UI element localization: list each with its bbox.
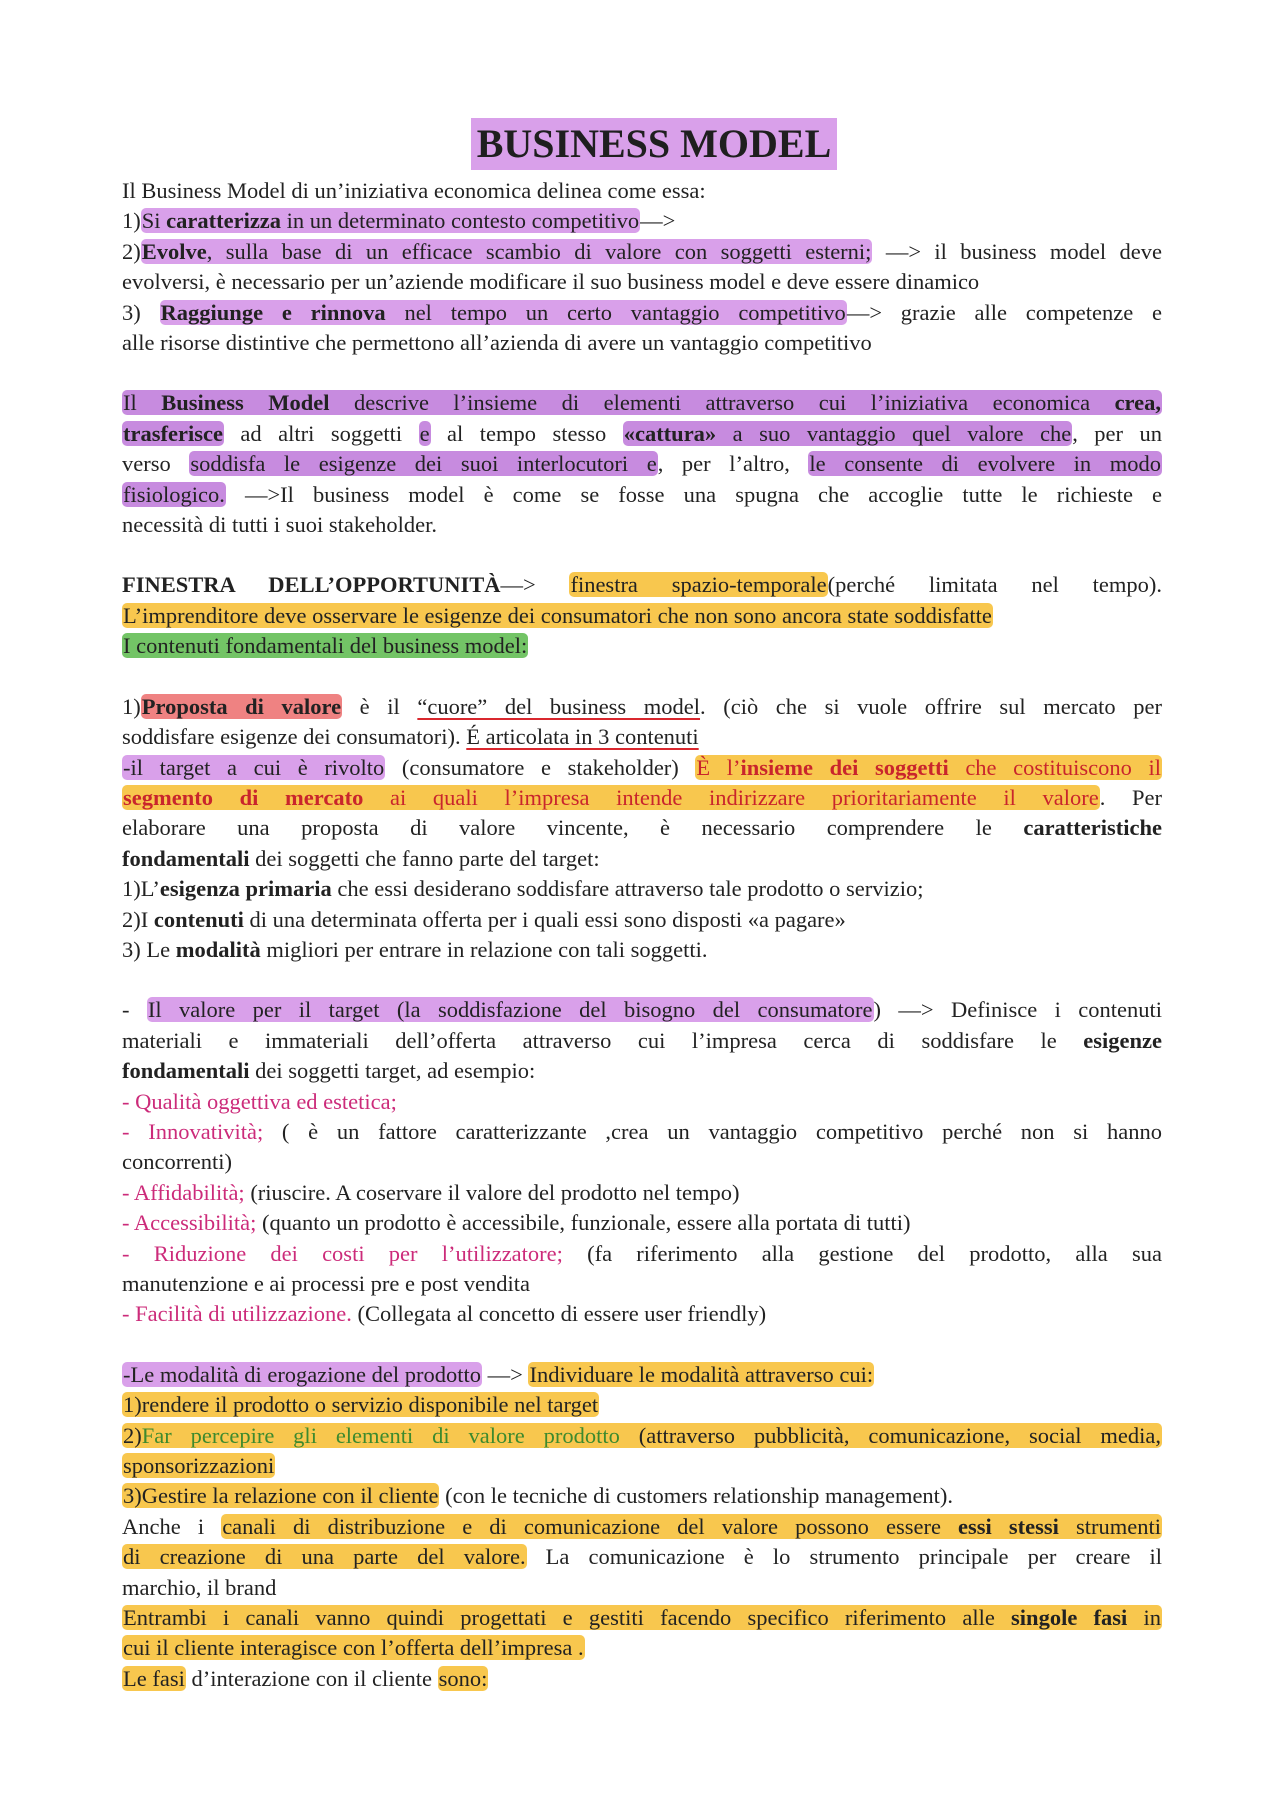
body-text: evolversi, è necessario per un’aziende modificare il suo business model e deve essere dinamico <box>122 269 980 295</box>
quality-item-cont <box>122 1147 1162 1177</box>
bold-term: modalità <box>175 936 261 962</box>
highlight-text: (attraverso pubblicità, comunicazione, social media, <box>619 1422 1161 1448</box>
intro-line <box>122 176 1162 206</box>
delivery-line-9 <box>122 1603 1162 1633</box>
body-text: materiali e immateriali dell’offerta attraverso cui l’impresa cerca di soddisfare le <box>122 1027 1084 1053</box>
highlight-text: in un determinato contesto competitivo <box>281 208 640 234</box>
point-3 <box>122 298 1162 328</box>
value-prop-line-1 <box>122 692 1162 722</box>
list-item <box>122 905 1162 935</box>
delivery-line-10 <box>122 1633 1162 1663</box>
delivery-line-2 <box>122 1390 1162 1420</box>
body-text: (quanto un prodotto è accessibile, funzionale, essere alla portata di tutti) <box>256 1210 911 1236</box>
highlight-text: 2) <box>123 1422 142 1448</box>
bold-term: fondamentali <box>122 1058 250 1084</box>
page-title: BUSINESS MODEL <box>471 118 838 170</box>
body-text: che essi desiderano soddisfare attraverso tale prodotto o servizio; <box>331 876 924 902</box>
highlight-text: 3)Gestire la relazione con il cliente <box>123 1483 439 1509</box>
delivery-line-11 <box>122 1664 1162 1694</box>
highlight-text: e <box>419 420 430 446</box>
bold-term: crea, <box>1114 390 1161 416</box>
delivery-line-7 <box>122 1542 1162 1572</box>
quality-item <box>122 1178 1162 1208</box>
body-text: dei soggetti target, ad esempio: <box>249 1058 536 1084</box>
pink-text: - Accessibilità; <box>122 1210 257 1236</box>
body-text: verso <box>122 451 190 477</box>
body-text: al tempo stesso <box>430 420 623 446</box>
highlight-text: Il valore per il target (la soddisfazione del bisogno del consumatore <box>147 997 873 1023</box>
body-text: (con le tecniche di customers relationship management). <box>439 1483 954 1509</box>
highlight-text: di creazione di una parte del valore. <box>123 1544 526 1570</box>
body-text: Anche i <box>122 1513 222 1539</box>
bold-term: segmento di mercato <box>123 784 364 810</box>
section-heading: FINESTRA DELL’OPPORTUNITÀ <box>122 572 501 598</box>
quality-item <box>122 1087 1162 1117</box>
arrow-text: —> <box>482 1361 529 1387</box>
spacer <box>122 540 1162 570</box>
highlight-text: soddisfa le esigenze dei suoi interlocutori e <box>190 451 657 477</box>
bold-term: contenuti <box>153 906 244 932</box>
arrow-text: —> <box>500 572 570 598</box>
bold-term: Proposta di valore <box>141 693 342 719</box>
body-text: - <box>122 997 147 1023</box>
point-2 <box>122 237 1162 267</box>
delivery-line-4 <box>122 1451 1162 1481</box>
highlight-text: L’imprenditore deve osservare le esigenze dei consumatori che non sono ancora state soddisfatte <box>123 602 992 628</box>
body-text: —> il business model deve <box>872 238 1162 264</box>
list-item <box>122 935 1162 965</box>
body-text: ( è un fattore caratterizzante ,crea un vantaggio competitivo perché non si hanno <box>263 1118 1162 1144</box>
highlight-text: Il <box>123 390 162 416</box>
title-row <box>122 118 1162 174</box>
body-text: , per l’altro, <box>657 451 809 477</box>
point-number: 1) <box>122 693 141 719</box>
body-text: , per un <box>1072 420 1162 446</box>
highlight-text: Entrambi i canali vanno quindi progettati e gestiti facendo specifico riferimento alle <box>123 1605 1012 1631</box>
delivery-line-3 <box>122 1421 1162 1451</box>
bold-term: Business Model <box>161 390 330 416</box>
window-line-1 <box>122 570 1162 600</box>
definition-line-2 <box>122 419 1162 449</box>
body-text: . (ciò che si vuole offrire sul mercato per <box>700 693 1162 719</box>
value-prop-line-6 <box>122 844 1162 874</box>
body-text: (riuscire. A coservare il valore del prodotto nel tempo) <box>244 1179 740 1205</box>
point-1 <box>122 206 1162 236</box>
highlight-text: le consente di evolvere in modo <box>809 451 1161 477</box>
quality-item-cont <box>122 1269 1162 1299</box>
spacer <box>122 358 1162 388</box>
pink-text: - Qualità oggettiva ed estetica; <box>122 1088 397 1114</box>
delivery-line-6 <box>122 1512 1162 1542</box>
bold-term: caratteristiche <box>1023 815 1162 841</box>
highlight-text: cui il cliente interagisce con l’offerta dell’impresa . <box>123 1635 584 1661</box>
body-text: elaborare una proposta di valore vincente, è necessario comprendere le <box>122 815 1024 841</box>
target-value-line-3 <box>122 1056 1162 1086</box>
highlight-text: che costituiscono il <box>948 754 1161 780</box>
highlight-text: 1)rendere il prodotto o servizio disponibile nel target <box>123 1392 599 1418</box>
body-text: d’interazione con il cliente <box>185 1665 438 1691</box>
quality-item <box>122 1208 1162 1238</box>
body-text: 3) Le <box>122 936 176 962</box>
value-prop-line-2 <box>122 722 1162 752</box>
body-text: ) —> Definisce i contenuti <box>873 997 1162 1023</box>
highlight-text: Individuare le modalità attraverso cui: <box>529 1361 874 1387</box>
highlight-text: sono: <box>438 1665 488 1691</box>
body-text: dei soggetti che fanno parte del target: <box>249 845 600 871</box>
body-text: (consumatore e stakeholder) <box>385 754 696 780</box>
body-text: (perché limitata nel tempo). <box>827 572 1162 598</box>
point-number: 2) <box>122 238 141 264</box>
highlight-text: sponsorizzazioni <box>123 1453 275 1479</box>
point-number: 3) <box>122 299 160 325</box>
highlight-text: finestra spazio-temporale <box>570 572 827 598</box>
quality-item <box>122 1299 1162 1329</box>
bold-term: Raggiunge e rinnova <box>160 299 386 325</box>
highlight-text: ai quali l’impresa intende indirizzare prioritariamente il valore <box>363 784 1099 810</box>
highlight-text: Si <box>141 208 167 234</box>
definition-line-5 <box>122 510 1162 540</box>
delivery-line-8 <box>122 1573 1162 1603</box>
definition-line-3 <box>122 449 1162 479</box>
body-text: ad altri soggetti <box>223 420 419 446</box>
body-text: —>Il business model è come se fosse una spugna che accoglie tutte le richieste e <box>225 481 1162 507</box>
target-value-line-2 <box>122 1026 1162 1056</box>
bold-term: Evolve <box>141 238 207 264</box>
highlight-text: canali di distribuzione e di comunicazione del valore possono essere <box>222 1513 959 1539</box>
underlined-text: “cuore” del business model <box>417 693 701 719</box>
body-text: manutenzione e ai processi pre e post vendita <box>122 1271 530 1296</box>
quality-item <box>122 1239 1162 1269</box>
body-text: 2)I <box>122 906 154 932</box>
body-text: 1)L’ <box>122 876 160 902</box>
definition-line-1 <box>122 388 1162 418</box>
value-prop-line-4 <box>122 783 1162 813</box>
highlight-text: in <box>1127 1605 1161 1631</box>
highlight-text: , sulla base di un efficace scambio di valore con soggetti esterni; <box>206 238 872 264</box>
highlight-text: a suo vantaggio quel valore che <box>716 420 1072 446</box>
highlight-text: Le fasi <box>123 1665 185 1691</box>
green-text: Far percepire gli elementi di valore prodotto <box>141 1422 620 1448</box>
body-text: marchio, il brand <box>122 1574 277 1600</box>
highlight-text: È l’ <box>696 754 741 780</box>
delivery-line-1 <box>122 1360 1162 1390</box>
spacer <box>122 662 1162 692</box>
bold-term: essi stessi <box>958 1513 1059 1539</box>
arrow-text: —> <box>640 208 676 234</box>
highlight-text: fisiologico. <box>123 481 225 507</box>
highlight-text: nel tempo un certo vantaggio competitivo <box>385 299 846 325</box>
body-text: concorrenti) <box>122 1149 232 1175</box>
highlight-text: I contenuti fondamentali del business model: <box>123 633 528 659</box>
body-text: necessità di tutti i suoi stakeholder. <box>122 512 437 538</box>
body-text: soddisfare esigenze dei consumatori). <box>122 724 467 750</box>
pink-text: - Affidabilità; <box>122 1179 245 1205</box>
bold-term: esigenze <box>1083 1027 1162 1053</box>
body-text: . Per <box>1099 784 1162 810</box>
underlined-text: É articolata in 3 contenuti <box>466 724 699 750</box>
spacer <box>122 1330 1162 1360</box>
value-prop-line-5 <box>122 813 1162 843</box>
bold-term: insieme dei soggetti <box>740 754 949 780</box>
bold-term: trasferisce <box>123 420 223 446</box>
list-item <box>122 874 1162 904</box>
body-text: di una determinata offerta per i quali essi sono disposti «a pagare» <box>243 906 846 932</box>
delivery-line-5 <box>122 1481 1162 1511</box>
pink-text: - Riduzione dei costi per l’utilizzatore; <box>122 1240 563 1266</box>
bold-term: caratterizza <box>166 208 282 234</box>
window-line-2 <box>122 601 1162 631</box>
body-text: alle risorse distintive che permettono all’azienda di avere un vantaggio competitivo <box>122 330 872 356</box>
pink-text: - Innovatività; <box>122 1118 264 1144</box>
highlight-text: -Le modalità di erogazione del prodotto <box>123 1361 482 1387</box>
body-text: è il <box>342 693 418 719</box>
body-text: (fa riferimento alla gestione del prodotto, alla sua <box>562 1240 1162 1266</box>
bold-term: esigenza primaria <box>159 876 332 902</box>
point-2-cont <box>122 267 1162 297</box>
bold-term: «cattura» <box>623 420 717 446</box>
value-prop-line-3 <box>122 753 1162 783</box>
highlight-text: -il target a cui è rivolto <box>123 754 385 780</box>
intro-text: Il Business Model di un’iniziativa economica delinea come essa: <box>122 178 706 203</box>
body-text: (Collegata al concetto di essere user friendly) <box>351 1301 767 1327</box>
point-3-cont <box>122 328 1162 358</box>
bold-term: singole fasi <box>1011 1605 1128 1631</box>
body-text: migliori per entrare in relazione con tali soggetti. <box>260 936 708 962</box>
point-number: 1) <box>122 208 141 234</box>
pink-text: - Facilità di utilizzazione. <box>122 1301 352 1327</box>
document-body <box>122 118 1162 1694</box>
highlight-text: strumenti <box>1058 1513 1162 1539</box>
body-text: La comunicazione è lo strumento principale per creare il <box>526 1544 1163 1570</box>
highlight-text: descrive l’insieme di elementi attraverso cui l’iniziativa economica <box>329 390 1115 416</box>
definition-line-4 <box>122 480 1162 510</box>
body-text: —> grazie alle competenze e <box>846 299 1163 325</box>
spacer <box>122 965 1162 995</box>
target-value-line-1 <box>122 995 1162 1025</box>
quality-item <box>122 1117 1162 1147</box>
window-line-3 <box>122 631 1162 661</box>
bold-term: fondamentali <box>122 845 250 871</box>
